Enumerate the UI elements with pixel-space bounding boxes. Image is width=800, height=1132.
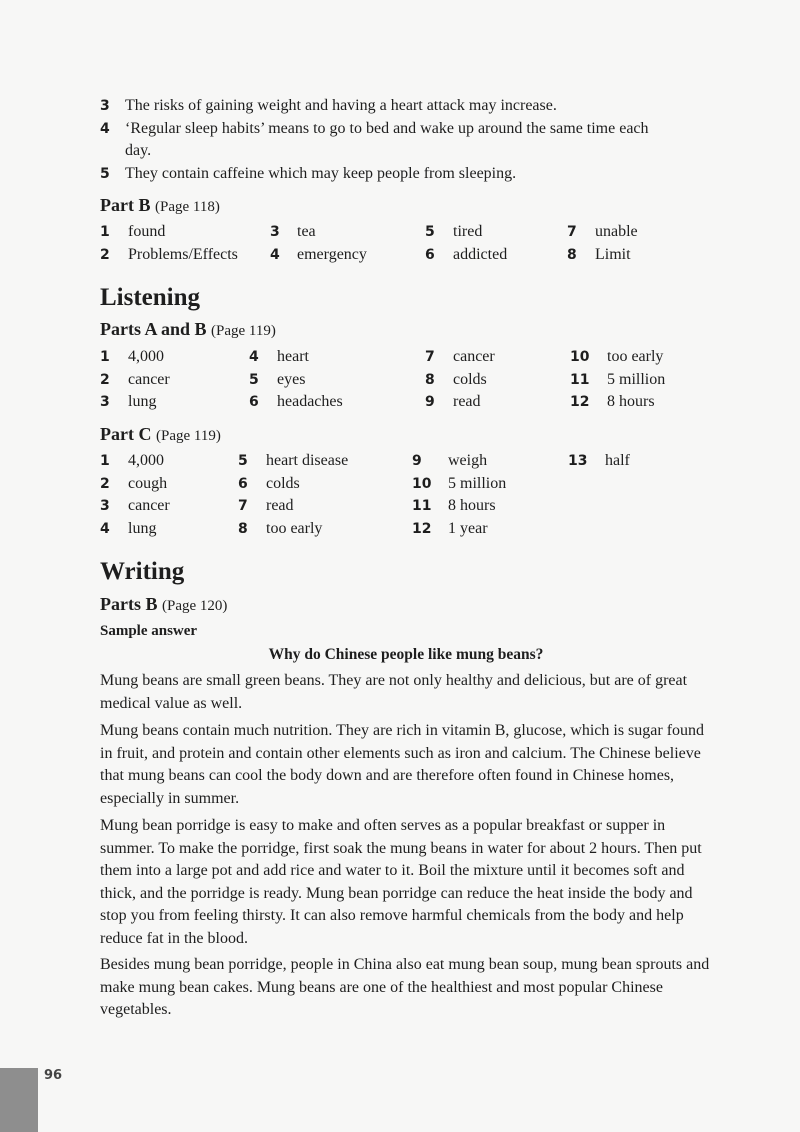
part-c-heading <box>100 424 221 445</box>
answer-item <box>425 223 482 241</box>
answer-text: cough <box>128 474 168 492</box>
answer-number: 4 <box>100 121 110 137</box>
answer-text: too early <box>607 348 664 365</box>
sample-answer-label: Sample answer <box>100 623 198 639</box>
answer-text: tea <box>297 223 316 240</box>
answer-number: 5 <box>100 166 110 182</box>
answer-item <box>249 348 309 366</box>
answer-number: 10 <box>570 349 590 365</box>
answer-text: read <box>266 497 294 515</box>
answer-item <box>412 452 487 470</box>
page-reference: (Page 120) <box>162 598 228 614</box>
answer-text: 5 million <box>607 370 666 388</box>
answer-number: 4 <box>249 349 259 365</box>
answer-item <box>100 246 238 264</box>
answer-item <box>425 348 495 366</box>
answer-number: 8 <box>567 246 577 263</box>
answer-number: 12 <box>570 394 590 410</box>
answer-item <box>238 520 322 538</box>
page-reference: (Page 119) <box>211 323 276 339</box>
essay-paragraph-2: Mung beans contain much nutrition. They are rich in vitamin B, glucose, which is sugar found in fruit, and protein and contain other elements such as iron and calcium. The Chinese believe that mung beans can cool the body down and are therefore often found in Chinese homes, especially in summer. <box>100 722 705 807</box>
answer-item <box>238 475 300 493</box>
answer-text: heart disease <box>266 452 349 469</box>
answer-number: 5 <box>425 224 435 240</box>
page-number-tab <box>0 1068 38 1132</box>
reading-answer-4-continued <box>125 142 151 160</box>
answer-text: Problems/Effects <box>128 245 238 263</box>
answer-text: eyes <box>277 370 306 388</box>
answer-text: unable <box>595 223 638 240</box>
answer-number: 11 <box>570 371 590 388</box>
answer-number: 7 <box>425 349 435 365</box>
answer-number: 3 <box>100 394 110 410</box>
answer-text: heart <box>277 348 309 365</box>
answer-number: 9 <box>425 394 435 410</box>
answer-item <box>100 452 164 470</box>
answer-number: 3 <box>100 498 110 515</box>
answer-number: 8 <box>425 371 435 388</box>
answer-text: addicted <box>453 245 508 263</box>
answer-item <box>249 371 305 389</box>
answer-text: half <box>605 452 630 469</box>
essay-title: Why do Chinese people like mung beans? <box>268 646 544 663</box>
answer-item <box>567 246 631 264</box>
answer-item <box>570 348 663 366</box>
answer-text: weigh <box>448 452 488 469</box>
answer-item <box>425 393 481 411</box>
answer-text: headaches <box>277 393 343 410</box>
answer-item <box>570 393 655 411</box>
answer-number: 7 <box>238 498 248 515</box>
essay-paragraph-1: Mung beans are small green beans. They are not only healthy and delicious, but are of great medical value as well. <box>100 672 688 712</box>
answer-number: 1 <box>100 453 110 469</box>
answer-text: colds <box>453 370 487 388</box>
answer-number: 7 <box>567 224 577 240</box>
answer-item <box>100 520 156 538</box>
answer-text: 8 hours <box>607 393 655 410</box>
answer-item <box>412 520 488 538</box>
reading-answer-5 <box>100 165 516 183</box>
answer-item <box>425 246 507 264</box>
answer-text: day. <box>125 142 152 159</box>
answer-item <box>100 348 164 366</box>
listening-heading: Listening <box>100 284 201 311</box>
answer-number: 3 <box>270 224 280 240</box>
answer-number: 1 <box>100 224 110 240</box>
answer-item <box>412 475 506 493</box>
reading-answer-3 <box>100 97 557 115</box>
answer-number: 12 <box>412 520 432 537</box>
part-title: Parts B <box>100 594 158 614</box>
writing-heading: Writing <box>100 558 185 585</box>
answer-item <box>100 475 167 493</box>
answer-item <box>100 371 170 389</box>
answer-number: 6 <box>238 475 248 492</box>
answer-number: 2 <box>100 371 110 388</box>
answer-number: 2 <box>100 246 110 263</box>
answer-item <box>238 452 348 470</box>
answer-item <box>249 393 343 411</box>
answer-item <box>100 497 170 515</box>
answer-number: 6 <box>425 246 435 263</box>
parts-ab-heading <box>100 319 276 340</box>
part-title: Parts A and B <box>100 319 207 339</box>
answer-text: 4,000 <box>128 348 164 365</box>
part-title: Part C <box>100 424 152 444</box>
page-reference: (Page 118) <box>154 199 220 215</box>
answer-text: 4,000 <box>128 452 164 469</box>
answer-text: tired <box>453 223 483 240</box>
answer-number: 11 <box>412 498 432 515</box>
answer-number: 9 <box>412 453 422 469</box>
answer-text: ‘Regular sleep habits’ means to go to bed and wake up around the same time each <box>125 120 649 137</box>
reading-answer-4 <box>100 120 649 138</box>
answer-text: found <box>128 223 166 240</box>
answer-text: 5 million <box>448 474 507 492</box>
answer-text: 8 hours <box>448 497 496 515</box>
answer-item <box>238 497 294 515</box>
answer-text: emergency <box>297 245 367 263</box>
answer-item <box>425 371 487 389</box>
page-number: 96 <box>44 1068 63 1083</box>
part-b-heading <box>100 195 220 216</box>
answer-item <box>100 223 165 241</box>
answer-item <box>568 452 630 470</box>
answer-number: 10 <box>412 475 432 492</box>
essay-paragraph-4: Besides mung bean porridge, people in China also eat mung bean soup, mung bean sprouts and make mung bean cakes. Mung beans are one of the healthiest and most popular Chinese vegetables. <box>100 956 710 1018</box>
answer-number: 5 <box>238 453 248 469</box>
answer-text: Limit <box>595 245 631 263</box>
answer-text: cancer <box>128 497 170 515</box>
answer-item <box>270 246 367 264</box>
answer-number: 3 <box>100 98 110 114</box>
answer-item <box>412 497 496 515</box>
page-reference: (Page 119) <box>155 428 221 444</box>
answer-number: 8 <box>238 520 248 537</box>
answer-text: The risks of gaining weight and having a heart attack may increase. <box>125 97 557 114</box>
answer-number: 2 <box>100 475 110 492</box>
part-title: Part B <box>100 195 151 215</box>
answer-item <box>100 393 156 411</box>
answer-text: read <box>453 393 481 410</box>
answer-number: 4 <box>100 520 110 537</box>
answer-number: 6 <box>249 394 259 410</box>
writing-part-heading <box>100 594 227 615</box>
answer-text: lung <box>128 519 157 537</box>
answer-number: 13 <box>568 453 588 469</box>
answer-text: cancer <box>128 370 170 388</box>
answer-text: 1 year <box>448 519 488 537</box>
answer-item <box>570 371 665 389</box>
essay-paragraph-3: Mung bean porridge is easy to make and often serves as a popular breakfast or supper in summer. To make the porridge, first soak the mung beans in water for about 2 hours. Then put them into a large pot and add rice and water to it. Boil the mixture until it becomes soft and thick, and the porridge is ready. Mung bean porridge can reduce the heat inside the body and stop you from feeling thirsty. It can also remove harmful chemicals from the body and help reduce fat in the blood. <box>100 817 702 947</box>
answer-item <box>567 223 638 241</box>
answer-number: 5 <box>249 371 259 388</box>
answer-text: too early <box>266 519 323 537</box>
answer-text: colds <box>266 474 300 492</box>
answer-text: cancer <box>453 348 495 365</box>
answer-number: 4 <box>270 246 280 263</box>
answer-text: They contain caffeine which may keep people from sleeping. <box>125 165 517 182</box>
answer-number: 1 <box>100 349 110 365</box>
answer-text: lung <box>128 393 157 410</box>
answer-item <box>270 223 316 241</box>
